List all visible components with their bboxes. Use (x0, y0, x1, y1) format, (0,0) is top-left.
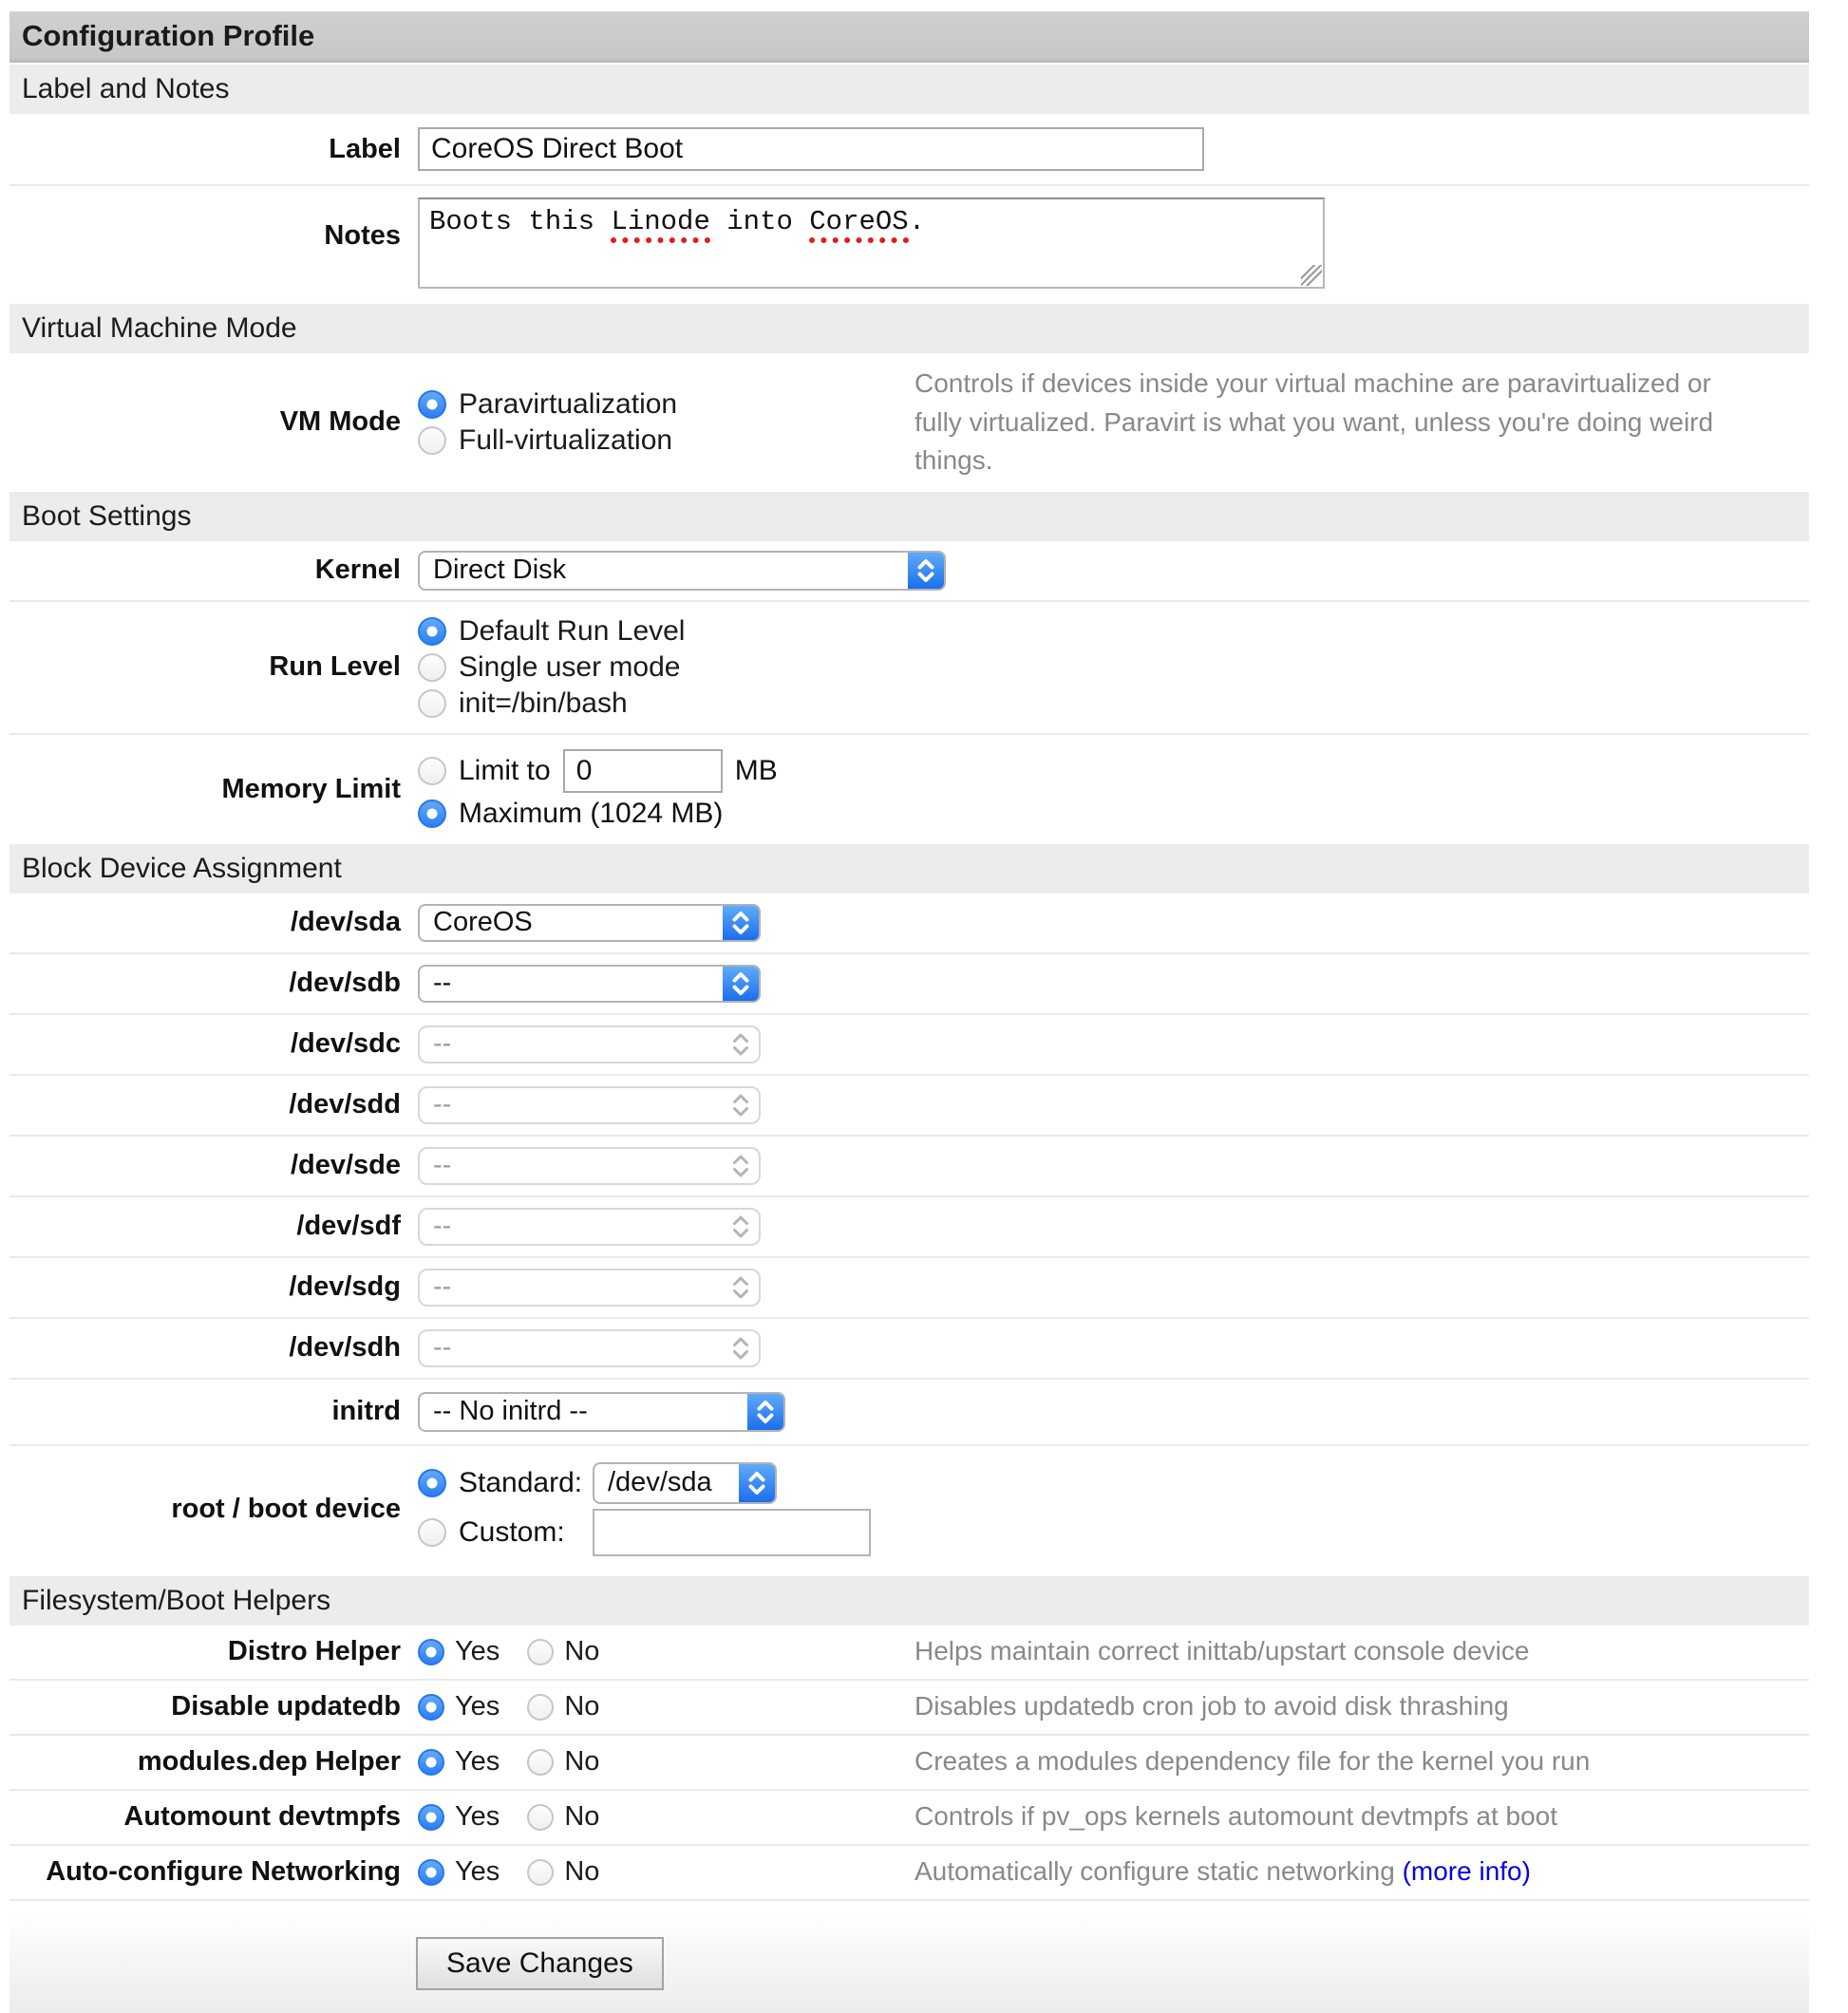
radio-auto-configure-networking-yes[interactable] (418, 1859, 444, 1886)
auto-configure-networking-label: Auto-configure Networking (46, 1856, 401, 1888)
chevron-up-down-icon (723, 1149, 759, 1183)
chevron-up-down-icon (723, 1270, 759, 1305)
dev-sdd-select: -- (418, 1086, 761, 1124)
page-title: Configuration Profile (9, 11, 1809, 63)
maximum-memory-label: Maximum (1024 MB) (459, 797, 724, 829)
section-label-and-notes: Label and Notes (9, 65, 1809, 114)
block-device-row-sdh (9, 1319, 1809, 1380)
radio-single-user-mode[interactable] (418, 653, 446, 682)
radio-distro-helper-no[interactable] (527, 1639, 554, 1665)
radio-modules-dep-no[interactable] (527, 1749, 554, 1776)
chevron-up-down-icon (747, 1394, 783, 1430)
notes-text: . (908, 206, 926, 237)
radio-modules-dep-yes[interactable] (418, 1749, 444, 1776)
custom-root-label: Custom: (459, 1515, 565, 1548)
radio-paravirtualization-label: Paravirtualization (459, 387, 678, 420)
distro-helper-help: Helps maintain correct inittab/upstart console device (915, 1636, 1530, 1666)
dev-sde-select: -- (418, 1147, 761, 1185)
helper-row-modules-dep (9, 1736, 1809, 1791)
root-boot-device-label: root / boot device (171, 1493, 401, 1524)
memory-limit-label: Memory Limit (221, 773, 401, 804)
automount-devtmpfs-help: Controls if pv_ops kernels automount devtmpfs at boot (915, 1801, 1558, 1832)
chevron-up-down-icon (723, 906, 759, 940)
radio-default-run-level-label: Default Run Level (459, 614, 686, 647)
section-block-device-assignment: Block Device Assignment (9, 844, 1809, 894)
radio-init-bin-bash-label: init=/bin/bash (459, 687, 628, 719)
kernel-row (9, 541, 1809, 602)
no-label: No (564, 1746, 600, 1778)
kernel-label: Kernel (314, 555, 401, 586)
vm-mode-label: VM Mode (279, 406, 401, 438)
radio-default-run-level[interactable] (418, 617, 446, 646)
dev-sdc-select: -- (418, 1025, 761, 1063)
memory-limit-row (9, 735, 1809, 844)
notes-misspelled-word: CoreOS (809, 206, 908, 243)
footer (9, 1901, 1809, 2013)
chevron-up-down-icon (723, 1088, 759, 1122)
chevron-up-down-icon (723, 1210, 759, 1244)
dev-sde-label: /dev/sde (290, 1150, 401, 1181)
notes-field-label: Notes (324, 220, 401, 251)
run-level-label: Run Level (269, 651, 401, 683)
vm-mode-row (9, 353, 1809, 492)
chevron-up-down-icon (723, 967, 759, 1001)
initrd-row (9, 1380, 1809, 1446)
radio-maximum-memory[interactable] (418, 800, 446, 828)
radio-paravirtualization[interactable] (418, 390, 446, 419)
radio-init-bin-bash[interactable] (418, 689, 446, 718)
section-boot-settings: Boot Settings (9, 492, 1809, 541)
section-virtual-machine-mode: Virtual Machine Mode (9, 304, 1809, 353)
more-info-link[interactable]: (more info) (1402, 1856, 1531, 1887)
radio-single-user-mode-label: Single user mode (459, 650, 681, 683)
helper-row-devtmpfs (9, 1791, 1809, 1846)
block-device-row-sdc (9, 1015, 1809, 1076)
dev-sdb-select[interactable]: -- (418, 965, 761, 1003)
root-boot-device-row (9, 1446, 1809, 1576)
helper-row-distro (9, 1626, 1809, 1681)
modules-dep-helper-label: modules.dep Helper (137, 1746, 401, 1778)
radio-distro-helper-yes[interactable] (418, 1639, 444, 1665)
chevron-up-down-icon (908, 553, 944, 589)
save-changes-button[interactable]: Save Changes (416, 1937, 664, 1990)
modules-dep-helper-help: Creates a modules dependency file for the kernel you run (915, 1746, 1591, 1777)
dev-sda-label: /dev/sda (290, 907, 401, 938)
radio-auto-configure-networking-no[interactable] (527, 1859, 554, 1886)
yes-label: Yes (455, 1856, 500, 1888)
radio-custom-root[interactable] (418, 1518, 446, 1547)
kernel-select[interactable]: Direct Disk (418, 551, 946, 591)
block-device-row-sdf (9, 1197, 1809, 1258)
radio-limit-to[interactable] (418, 757, 446, 785)
initrd-select[interactable]: -- No initrd -- (418, 1392, 785, 1432)
no-label: No (564, 1856, 600, 1888)
radio-full-virtualization[interactable] (418, 426, 446, 455)
initrd-label: initrd (331, 1396, 401, 1427)
radio-automount-devtmpfs-yes[interactable] (418, 1804, 444, 1831)
block-device-row-sdg (9, 1258, 1809, 1319)
dev-sdc-label: /dev/sdc (290, 1028, 401, 1060)
auto-configure-networking-help: Automatically configure static networking (more info) (915, 1856, 1531, 1887)
label-input[interactable] (418, 127, 1204, 171)
distro-helper-label: Distro Helper (227, 1636, 401, 1667)
yes-label: Yes (455, 1636, 500, 1667)
notes-misspelled-word: Linode (611, 206, 709, 243)
radio-disable-updatedb-yes[interactable] (418, 1694, 444, 1721)
limit-to-label: Limit to (459, 754, 551, 786)
helper-row-networking (9, 1846, 1809, 1901)
dev-sdf-label: /dev/sdf (296, 1211, 401, 1242)
disable-updatedb-help: Disables updatedb cron job to avoid disk thrashing (915, 1691, 1509, 1721)
custom-root-input[interactable] (593, 1509, 871, 1556)
no-label: No (564, 1691, 600, 1722)
disable-updatedb-label: Disable updatedb (171, 1691, 401, 1722)
dev-sdh-select: -- (418, 1329, 761, 1367)
yes-label: Yes (455, 1746, 500, 1778)
vm-mode-help: Controls if devices inside your virtual machine are paravirtualized or fully virtualized. Paravirt is what you want, unless you're doing weird things. (915, 368, 1714, 476)
block-device-row-sdb (9, 954, 1809, 1015)
standard-root-label: Standard: (459, 1466, 583, 1498)
yes-label: Yes (455, 1691, 500, 1722)
dev-sda-select[interactable]: CoreOS (418, 904, 761, 942)
block-device-row-sdd (9, 1076, 1809, 1137)
radio-automount-devtmpfs-no[interactable] (527, 1804, 554, 1831)
section-filesystem-boot-helpers: Filesystem/Boot Helpers (9, 1576, 1809, 1626)
block-device-row-sda (9, 894, 1809, 954)
resize-handle-icon[interactable] (1301, 265, 1322, 286)
yes-label: Yes (455, 1801, 500, 1833)
run-level-row (9, 602, 1809, 735)
standard-root-select[interactable]: /dev/sda (593, 1462, 777, 1504)
radio-full-virtualization-label: Full-virtualization (459, 423, 673, 456)
dev-sdb-label: /dev/sdb (289, 968, 401, 999)
label-field-label: Label (329, 133, 401, 164)
chevron-up-down-icon (723, 1331, 759, 1365)
dev-sdg-select: -- (418, 1269, 761, 1307)
dev-sdd-label: /dev/sdd (289, 1089, 401, 1120)
label-row (9, 114, 1809, 186)
radio-disable-updatedb-no[interactable] (527, 1694, 554, 1721)
dev-sdh-label: /dev/sdh (289, 1332, 401, 1364)
block-device-row-sde (9, 1137, 1809, 1197)
no-label: No (564, 1801, 600, 1833)
memory-unit-label: MB (734, 754, 778, 786)
notes-row (9, 186, 1809, 304)
dev-sdf-select: -- (418, 1208, 761, 1246)
automount-devtmpfs-label: Automount devtmpfs (123, 1801, 401, 1833)
helper-row-updatedb (9, 1681, 1809, 1736)
chevron-up-down-icon (739, 1464, 775, 1502)
chevron-up-down-icon (723, 1027, 759, 1062)
memory-limit-input[interactable] (563, 749, 723, 793)
notes-text: into (709, 206, 810, 237)
dev-sdg-label: /dev/sdg (289, 1271, 401, 1303)
configuration-profile-page (9, 11, 1809, 2013)
no-label: No (564, 1636, 600, 1667)
notes-textarea[interactable] (418, 198, 1325, 289)
notes-text: Boots this (429, 206, 612, 237)
radio-standard-root[interactable] (418, 1469, 446, 1497)
